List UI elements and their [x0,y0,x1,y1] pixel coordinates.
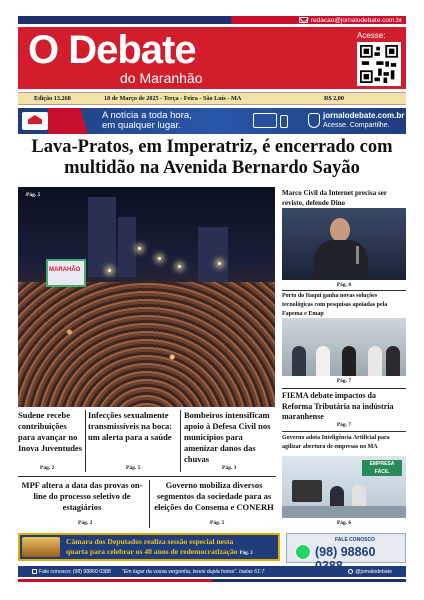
qr-label: Acesse: [357,31,386,40]
footer-phone-text: Fale conosco: (98) 98860 0388 [39,568,111,575]
photo-person [292,346,306,376]
story-5-title[interactable]: Governo mobiliza diversos segmentos da sociedade para as eleições do Consema e CONERH [154,480,274,512]
story-1-page: Pág. 2 [40,465,55,471]
edition-bar [18,92,406,105]
photo-building [88,197,116,277]
divider [149,480,150,528]
story-2-title[interactable]: Infecções sexualmente transmissíveis na boca: um alerta para a saúde [88,410,173,442]
edition-number: Edição 13.268 [34,95,71,102]
right-story-1-title[interactable]: Marco Civil da Internet precisa ser revisto, defende Dino [282,189,387,207]
edition-price: R$ 2,00 [324,95,344,102]
photo-building [198,227,228,282]
story-1-title[interactable]: Sudene recebe contribuições para avançar no Inova Juventudes [18,410,83,453]
story-4-page: Pág. 2 [78,520,93,526]
hand-phone-icon [308,113,320,128]
photo-person [368,346,382,376]
camara-ad[interactable] [18,533,280,561]
newspaper-logo[interactable]: O Debate [28,28,196,72]
banner-slogan: Acesse. Compartilhe. [323,122,390,129]
qr-code-icon [360,45,398,83]
contact-label: FALE CONOSCO [335,537,376,543]
photo-light [178,265,181,268]
right-story-1-photo[interactable] [282,208,406,280]
right-story-4-title[interactable]: Governo adota Inteligência Artificial para agilizar abertura de empresas no MA [282,435,390,450]
photo-light [138,247,141,250]
banner-text [102,111,192,131]
main-headline[interactable]: Lava-Pratos, em Imperatriz, é encerrado com multidão na Avenida Bernardo Sayão [31,137,393,178]
banner-site[interactable] [323,111,404,131]
footer-bar [18,566,406,577]
photo-monitor [292,480,322,502]
banner-site-url[interactable]: jornalodebate.com.br [323,111,405,120]
photo-stage [46,259,86,287]
photo-person [342,346,356,376]
laptop-icon [253,113,277,128]
story-3-page: Pág. 3 [222,465,237,471]
photo-person-body [314,240,368,280]
photo-person-head [330,218,350,242]
phone-icon [280,115,288,128]
whatsapp-icon [295,544,311,560]
photo-sign: EMPRESA FÁCIL [362,460,402,476]
right-story-4-page: Pág. 6 [336,520,352,526]
divider [282,431,406,432]
edition-date: 18 de Março de 2025 - Terça - Feira - São Luís - MA [104,95,242,102]
story-4-title[interactable]: MPF altera a data das provas on-line do processo seletivo de estagiários [21,480,143,512]
photo-light [218,262,221,265]
main-photo-page: Pág. 5 [26,192,41,198]
photo-person [386,346,400,376]
right-story-3-title[interactable]: FIEMA debate impactos da Reforma Tributária na indústria maranhense [282,391,394,421]
mail-icon [299,17,308,23]
banner-line-2: em qualquer lugar. [102,120,181,131]
contact-ad[interactable] [286,533,406,563]
divider [282,290,406,291]
photo-light [108,269,111,272]
photo-desk [282,506,406,518]
photo-light [158,257,161,260]
camara-ad-text [66,537,280,559]
divider [180,410,181,472]
main-photo[interactable] [18,187,275,407]
camara-ad-line-2: quarta para celebrar os 40 anos de redemocratização [66,547,238,556]
contact-number[interactable]: (98) 98860 [315,545,376,559]
camara-ad-line-1: Câmara dos Deputados realiza sessão especial nesta [66,537,234,546]
banner-logo-icon [22,112,48,130]
microphone-icon [356,246,359,264]
newspaper-logo-sub: do Maranhão [120,70,203,86]
email-row[interactable] [18,15,406,25]
camara-ad-photo [22,537,60,557]
photo-stage-sign: MARAHÃO [49,267,81,273]
bottom-stripe [18,579,406,582]
right-story-1-page: Pág. 8 [336,282,352,288]
footer-phone[interactable] [32,569,122,575]
right-story-3-page: Pág. 7 [336,422,352,428]
instagram-icon [348,569,353,574]
footer-social-handle[interactable]: @jornalodebate [355,568,392,575]
story-3-title[interactable]: Bombeiros intensificam apoio à Defesa Civil nos municípios para amenizar danos das chuvas [184,410,271,464]
banner-accent [48,108,88,134]
story-2-page: Pág. 5 [126,465,141,471]
footer-quote: "Em lugar da vossa vergonha, tereis dupla honra". Isaías 61:7 [122,568,265,575]
story-5-page: Pág. 5 [210,520,225,526]
camara-ad-page: Pág. 3 [239,551,253,556]
footer-social[interactable] [322,569,392,575]
right-story-2-title[interactable]: Porto do Itaqui ganha novas soluções tecnológicas com pesquisas apoiadas pela Fapema e Emap [282,293,388,317]
banner-line-1: A notícia a toda hora, [102,110,192,121]
right-story-2-page: Pág. 7 [336,378,352,384]
right-story-4-photo[interactable] [282,456,406,518]
email-link[interactable]: redacao@jornalodebate.com.br [310,16,402,24]
divider [18,476,276,477]
phone-icon [32,569,37,574]
photo-crowd [18,282,275,407]
divider [85,410,86,472]
promo-banner[interactable] [18,108,406,134]
divider [282,388,406,389]
photo-person [316,346,330,376]
qr-code[interactable] [357,42,401,86]
photo-building [118,217,136,277]
right-story-2-photo[interactable] [282,318,406,376]
